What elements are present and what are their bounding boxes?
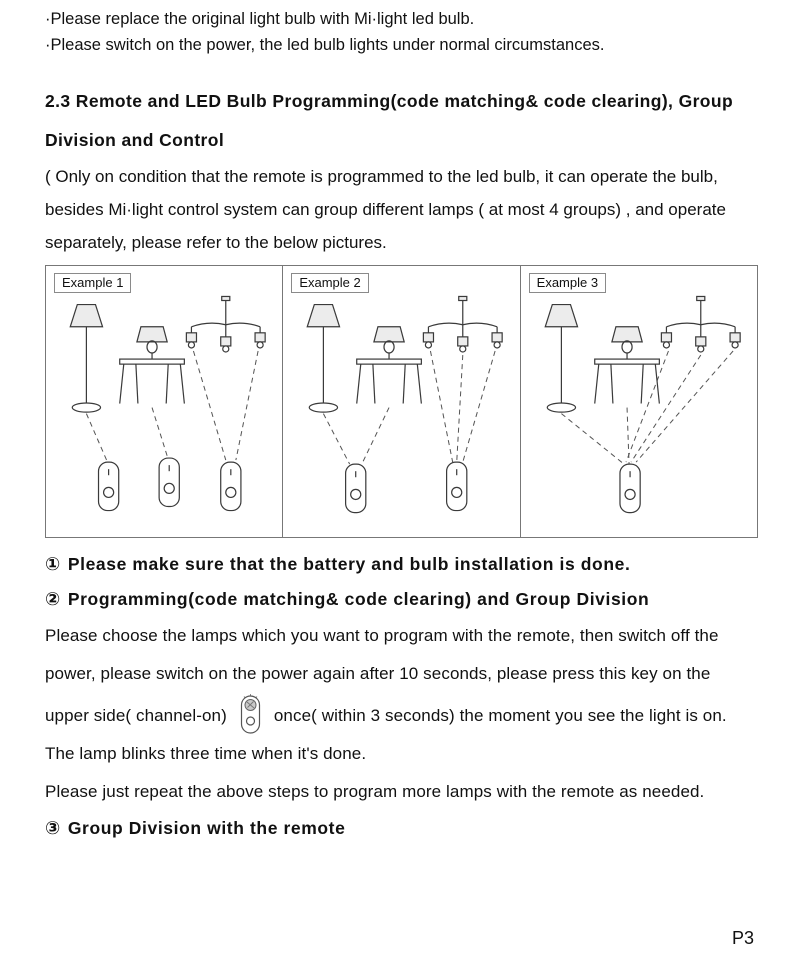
- step-3-marker: ③: [45, 818, 61, 838]
- example-1-label: Example 1: [54, 273, 131, 293]
- intro-bullets: [45, 6, 758, 58]
- programming-repeat-note: Please just repeat the above steps to program more lamps with the remote as needed.: [45, 782, 705, 801]
- remote-icon: [99, 462, 119, 510]
- step-1-marker: ①: [45, 554, 61, 574]
- remote-icon: [221, 462, 241, 510]
- step-3-title: [45, 811, 758, 846]
- example-1-illustration: [46, 266, 282, 537]
- bullet-line-2: ·Please switch on the power, the led bulb lights under normal circumstances.: [45, 36, 605, 54]
- step-1-title: [45, 547, 758, 582]
- table-lamp-icon: [357, 327, 422, 404]
- remote-icon: [620, 464, 640, 512]
- example-1-dashed-links: [86, 351, 258, 460]
- table-lamp-icon: [594, 327, 659, 404]
- floor-lamp-icon: [70, 305, 102, 413]
- floor-lamp-icon: [545, 305, 577, 413]
- chandelier-icon: [186, 296, 265, 352]
- chandelier-icon: [424, 296, 503, 352]
- remote-icon: [447, 462, 467, 510]
- step-2-title: [45, 582, 758, 617]
- example-2-dashed-links: [324, 351, 496, 464]
- example-panel-1: [45, 265, 283, 538]
- section-intro-paragraph: ( Only on condition that the remote is programmed to the led bulb, it can operate the bulb, besides Mi·light control system can group different lamps ( at most 4 groups) , and operate separately, please refer to the below pictures.: [45, 167, 726, 252]
- programming-text-after-icon: once( within 3 seconds) the moment you see the light is on. The lamp blinks three time when it's done.: [45, 706, 727, 763]
- example-2-label: Example 2: [291, 273, 368, 293]
- bullet-line-1: ·Please replace the original light bulb with Mi·light led bulb.: [45, 10, 475, 28]
- example-panel-2: [282, 265, 520, 538]
- chandelier-icon: [661, 296, 740, 352]
- example-2-illustration: [283, 266, 519, 537]
- examples-figure: [45, 265, 758, 538]
- example-3-label: Example 3: [529, 273, 606, 293]
- section-heading: 2.3 Remote and LED Bulb Programming(code matching& code clearing), Group Division and Control: [45, 91, 734, 150]
- floor-lamp-icon: [308, 305, 340, 413]
- programming-instructions: [45, 617, 758, 773]
- step-2-marker: ②: [45, 589, 61, 609]
- table-lamp-icon: [120, 327, 185, 404]
- remote-icon: [346, 464, 366, 512]
- remote-icon: [159, 458, 179, 506]
- step-2-text: Programming(code matching& code clearing) and Group Division: [67, 589, 650, 609]
- example-panel-3: [520, 265, 758, 538]
- programming-text-before-icon: Please choose the lamps which you want to program with the remote, then switch off the power, please switch on the power again after 10 seconds, please press this key on the upper side( channel-on): [45, 626, 719, 725]
- channel-on-key-icon: [238, 693, 263, 735]
- step-1-text: Please make sure that the battery and bulb installation is done.: [67, 554, 631, 574]
- page-number: P3: [731, 928, 754, 948]
- step-3-text: Group Division with the remote: [67, 818, 346, 838]
- example-3-dashed-links: [561, 351, 733, 464]
- example-3-illustration: [521, 266, 757, 537]
